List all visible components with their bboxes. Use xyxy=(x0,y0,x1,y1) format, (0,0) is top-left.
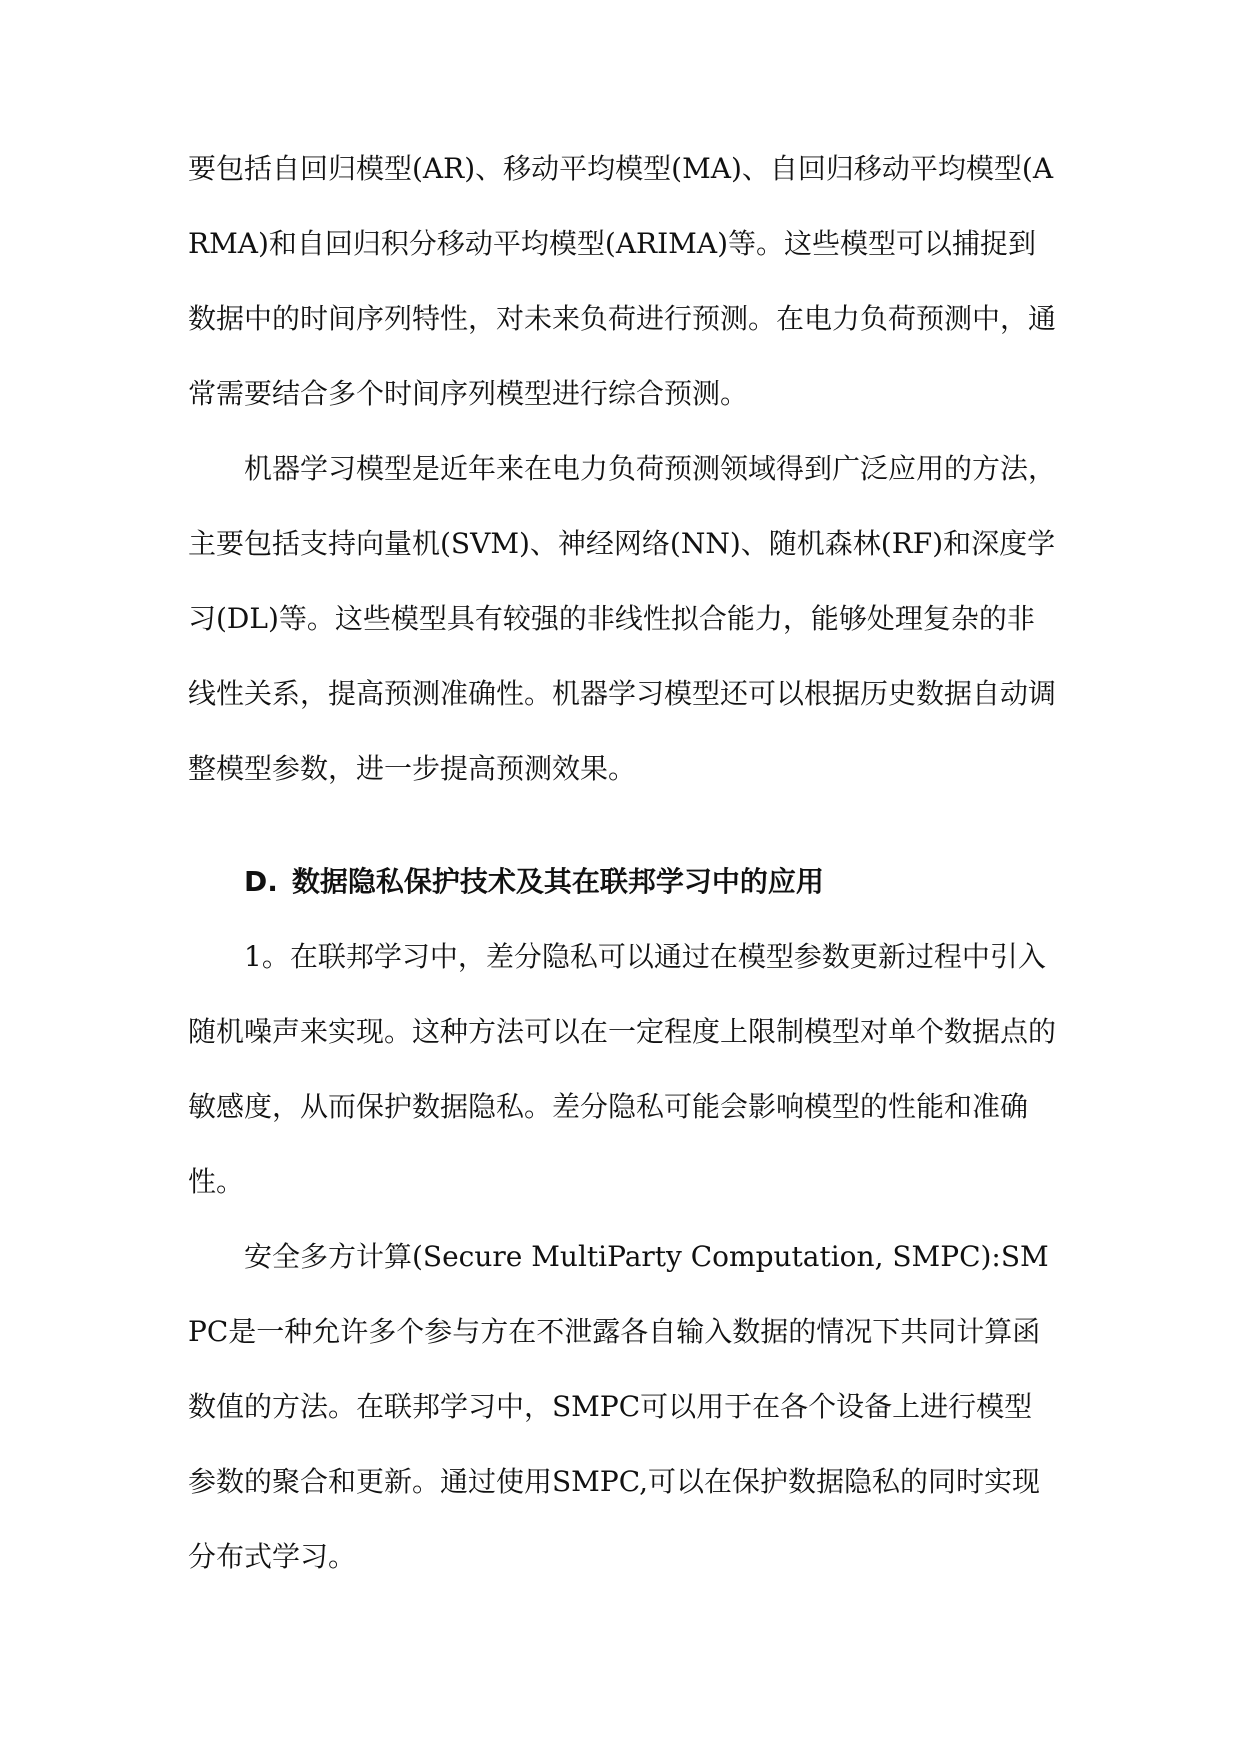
document-body xyxy=(188,131,1058,1594)
paragraph-time-series-models: 要包括自回归模型(AR)、移动平均模型(MA)、自回归移动平均模型(ARMA)和自回归积分移动平均模型(ARIMA)等。这些模型可以捕捉到数据中的时间序列特性，对未来负荷进行预测。在电力负荷预测中，通常需要结合多个时间序列模型进行综合预测。 xyxy=(188,152,1057,410)
paragraph-secure-multiparty-computation: 安全多方计算(Secure MultiParty Computation, SMPC):SMPC是一种允许多个参与方在不泄露各自输入数据的情况下共同计算函数值的方法。在联邦学习中，SMPC可以用于在各个设备上进行模型参数的聚合和更新。通过使用SMPC,可以在保护数据隐私的同时实现分布式学习。 xyxy=(188,1240,1049,1573)
section-heading xyxy=(188,844,1058,919)
section-heading-label: D. xyxy=(244,865,278,898)
paragraph-machine-learning-models: 机器学习模型是近年来在电力负荷预测领域得到广泛应用的方法，主要包括支持向量机(SVM)、神经网络(NN)、随机森林(RF)和深度学习(DL)等。这些模型具有较强的非线性拟合能力，能够处理复杂的非线性关系，提高预测准确性。机器学习模型还可以根据历史数据自动调整模型参数，进一步提高预测效果。 xyxy=(188,452,1057,785)
paragraph-differential-privacy: 1。在联邦学习中，差分隐私可以通过在模型参数更新过程中引入随机噪声来实现。这种方法可以在一定程度上限制模型对单个数据点的敏感度，从而保护数据隐私。差分隐私可能会影响模型的性能和准确性。 xyxy=(188,940,1057,1198)
section-heading-title: 数据隐私保护技术及其在联邦学习中的应用 xyxy=(291,865,824,898)
